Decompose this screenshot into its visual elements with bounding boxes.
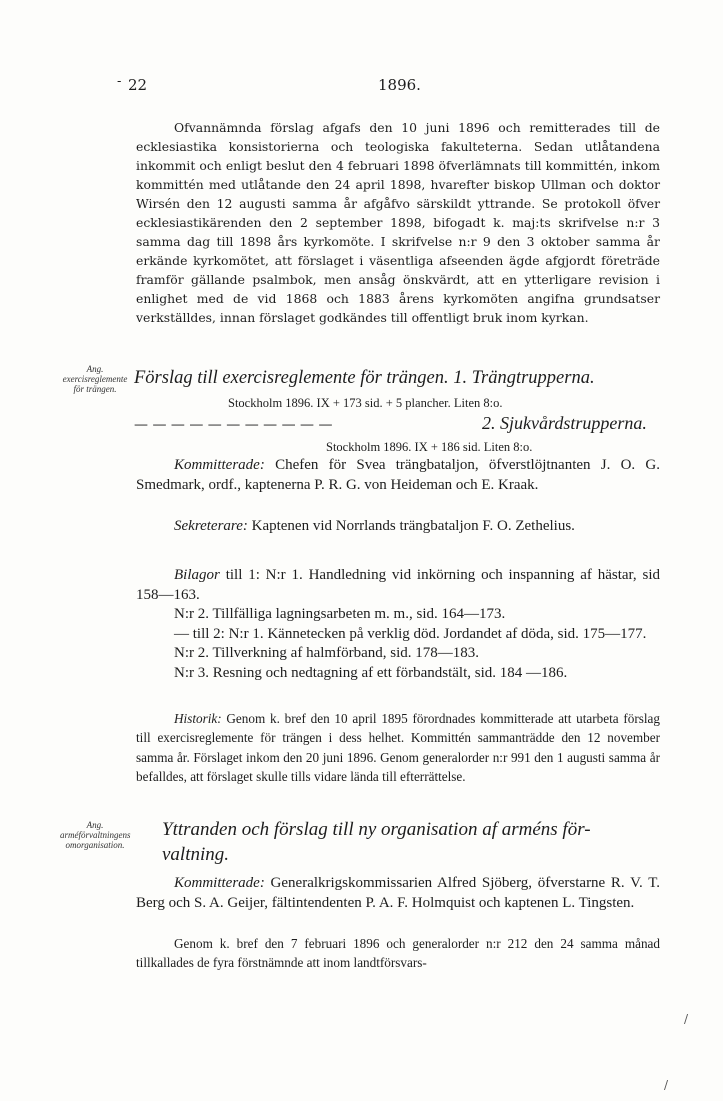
history-text: Genom k. bref den 10 april 1895 förordnades kommitterade att utarbeta förslag till exercisreglemente för trängen i dess helhet. Kommittén sammanträdde den 12 november samma år. Förslaget inkom den 20 juni 1896. Genom generalorder n:r 991 den 1 augusti samma år befalldes, att förslaget skulle tills vidare lända till efterrättelse.: [136, 711, 660, 785]
committee-label: Kommitterade:: [174, 457, 265, 473]
intro-paragraph: Ofvannämnda förslag afgafs den 10 juni 1896 och remitterades till de ecklesiastika konsistorierna och teologiska fakulteterna. Sedan utlåtandena inkommit och enligt beslut den 4 februari 1898 öfverlämnats till kommittén, inkom kommittén med utlåtande den 24 april 1898, hvarefter biskop Ullman och doktor Wirsén den 12 augusti samma år afgåfvo särskildt yttrande. Se protokoll öfver ecklesiastikärenden den 2 september 1898, bifogadt k. maj:ts skrifvelse n:r 3 samma dag till 1898 års kyrkomöte. I skrifvelse n:r 9 den 3 oktober samma år erkände kyrkomötet, att förslaget i väsentliga afseenden ägde afgjordt företräde framför gällande psalmbok, men ansåg önskvärdt, att en ytterligare revision i enlighet med de vid 1868 och 1883 årens kyrkomöten angifna grundsatser verkställdes, innan förslaget godkändes till offentligt bruk inom kyrkan.: [136, 120, 660, 325]
appendix-line: N:r 3. Resning och nedtagning af ett förbandstält, sid. 184 —186.: [174, 664, 568, 681]
committee-label: Kommitterade:: [174, 875, 265, 891]
section1-appendices: [136, 566, 660, 683]
section1-committee: [136, 456, 660, 495]
appendix-line: N:r 2. Tillfälliga lagningsarbeten m. m., sid. 164—173.: [174, 606, 506, 622]
appendix-line: — till 2: N:r 1. Kännetecken på verklig död. Jordandet af döda, sid. 175—177.: [174, 625, 647, 642]
section2-body: Genom k. bref den 7 februari 1896 och generalorder n:r 212 den 24 samma månad tillkallades de fyra förstnämnde att inom landtförsvars-: [136, 936, 660, 971]
section1-title: Förslag till exercisreglemente för trängen. 1. Trängtrupperna.: [134, 368, 595, 388]
appendix-line: Bilagor till 1: N:r 1. Handledning vid inkörning och inspanning af hästar, sid 158—163.: [136, 567, 660, 603]
committee-text: Generalkrigskommissarien Alfred Sjöberg, öfverstarne R. V. T. Berg och S. A. Geijer, fältintendenten P. A. F. Holmquist och kaptenen L. Tingsten.: [136, 875, 661, 911]
margin-note-exercisreglemente: Ang. exercisreglemente för trängen.: [62, 364, 128, 394]
appendix-label: Bilagor: [174, 567, 220, 583]
margin-note-armeforvaltning: Ang. arméförvaltningens omorganisation.: [60, 820, 131, 850]
section1-meta1: Stockholm 1896. IX + 173 sid. + 5 plancher. Liten 8:o.: [228, 396, 503, 410]
stray-mark: /: [664, 1078, 669, 1092]
secretary-label: Sekreterare:: [174, 518, 248, 534]
section1-secretary: [136, 517, 660, 537]
committee-text: Chefen för Svea trängbataljon, öfverstlöjtnanten J. O. G. Smedmark, ordf., kaptenerna P. R. G. von Heideman och E. Kraak.: [136, 457, 661, 493]
appendix-line: N:r 2. Tillverkning af halmförband, sid. 178—183.: [174, 645, 479, 661]
section2-committee: [136, 874, 660, 913]
section2-title-line2: valtning.: [162, 844, 230, 865]
section1-history: [136, 709, 660, 787]
section2-title-line1: Yttranden och förslag till ny organisation af arméns för-: [162, 819, 591, 840]
page-mark: -: [117, 74, 122, 89]
section1-meta2: Stockholm 1896. IX + 186 sid. Liten 8:o.: [326, 440, 533, 454]
history-label: Historik:: [174, 711, 222, 726]
stray-mark: /: [684, 1012, 689, 1026]
section1-subtitle: 2. Sjukvårdstrupperna.: [482, 413, 647, 433]
page-number: 22: [128, 76, 148, 94]
secretary-text: Kaptenen vid Norrlands trängbataljon F. O. Zethelius.: [251, 518, 575, 534]
subtitle-dashes: — — — — — — — — — — —: [134, 417, 333, 433]
page-year-heading: 1896.: [378, 76, 421, 94]
